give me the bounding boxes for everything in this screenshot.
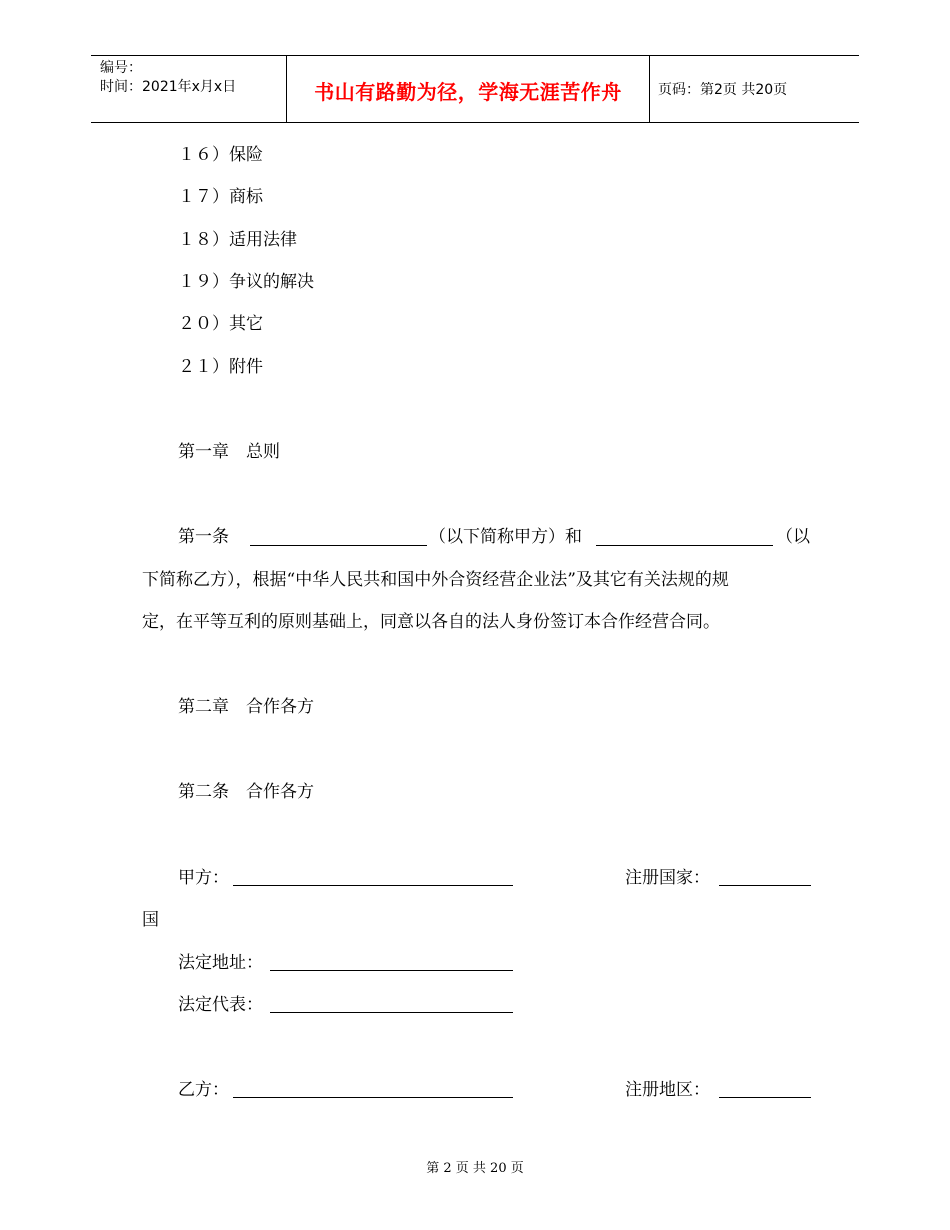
list-item: １８）适用法律	[178, 230, 297, 250]
fill-in-blank	[719, 885, 811, 886]
article-text: （以下简称甲方）和	[429, 527, 582, 547]
fill-in-blank	[596, 545, 773, 546]
fill-in-blank	[270, 970, 513, 971]
article-text: 下简称乙方），根据“中华人民共和国中外合资经营企业法”及其它有关法规的规	[142, 570, 729, 590]
fill-in-blank	[719, 1097, 811, 1098]
page-footer: 第 2 页 共 20 页	[426, 1161, 524, 1176]
header-meta	[100, 59, 236, 97]
fill-in-blank	[233, 1097, 513, 1098]
list-item: ２１）附件	[178, 357, 263, 377]
list-item: １７）商标	[178, 187, 263, 207]
address-label: 法定地址：	[178, 953, 263, 973]
chapter-heading: 第一章 总则	[178, 442, 280, 462]
fill-in-blank	[250, 545, 427, 546]
representative-label: 法定代表：	[178, 995, 263, 1015]
country-label: 注册国家：	[625, 868, 710, 888]
chapter-heading: 第二章 合作各方	[178, 697, 314, 717]
article-heading: 第二条 合作各方	[178, 782, 314, 802]
article-label: 第一条	[178, 527, 229, 547]
page-header	[91, 55, 859, 123]
fill-in-blank	[233, 885, 513, 886]
party-b-label: 乙方：	[178, 1080, 229, 1100]
article-text: 定，在平等互利的原则基础上，同意以各自的法人身份签订本合作经营合同。	[142, 612, 720, 632]
header-page-info: 页码：第2页 共20页	[658, 82, 788, 98]
article-text: （以	[776, 527, 810, 547]
list-item: １６）保险	[178, 145, 263, 165]
fill-in-blank	[270, 1012, 513, 1013]
country-suffix: 国	[142, 910, 159, 930]
list-item: １９）争议的解决	[178, 272, 314, 292]
region-label: 注册地区：	[625, 1080, 710, 1100]
header-motto: 书山有路勤为径，学海无涯苦作舟	[314, 80, 622, 104]
header-divider	[649, 56, 650, 122]
party-a-label: 甲方：	[178, 868, 229, 888]
serial-label: 编号：	[100, 60, 142, 76]
time-label: 时间：2021年x月x日	[100, 79, 237, 95]
list-item: ２０）其它	[178, 314, 263, 334]
